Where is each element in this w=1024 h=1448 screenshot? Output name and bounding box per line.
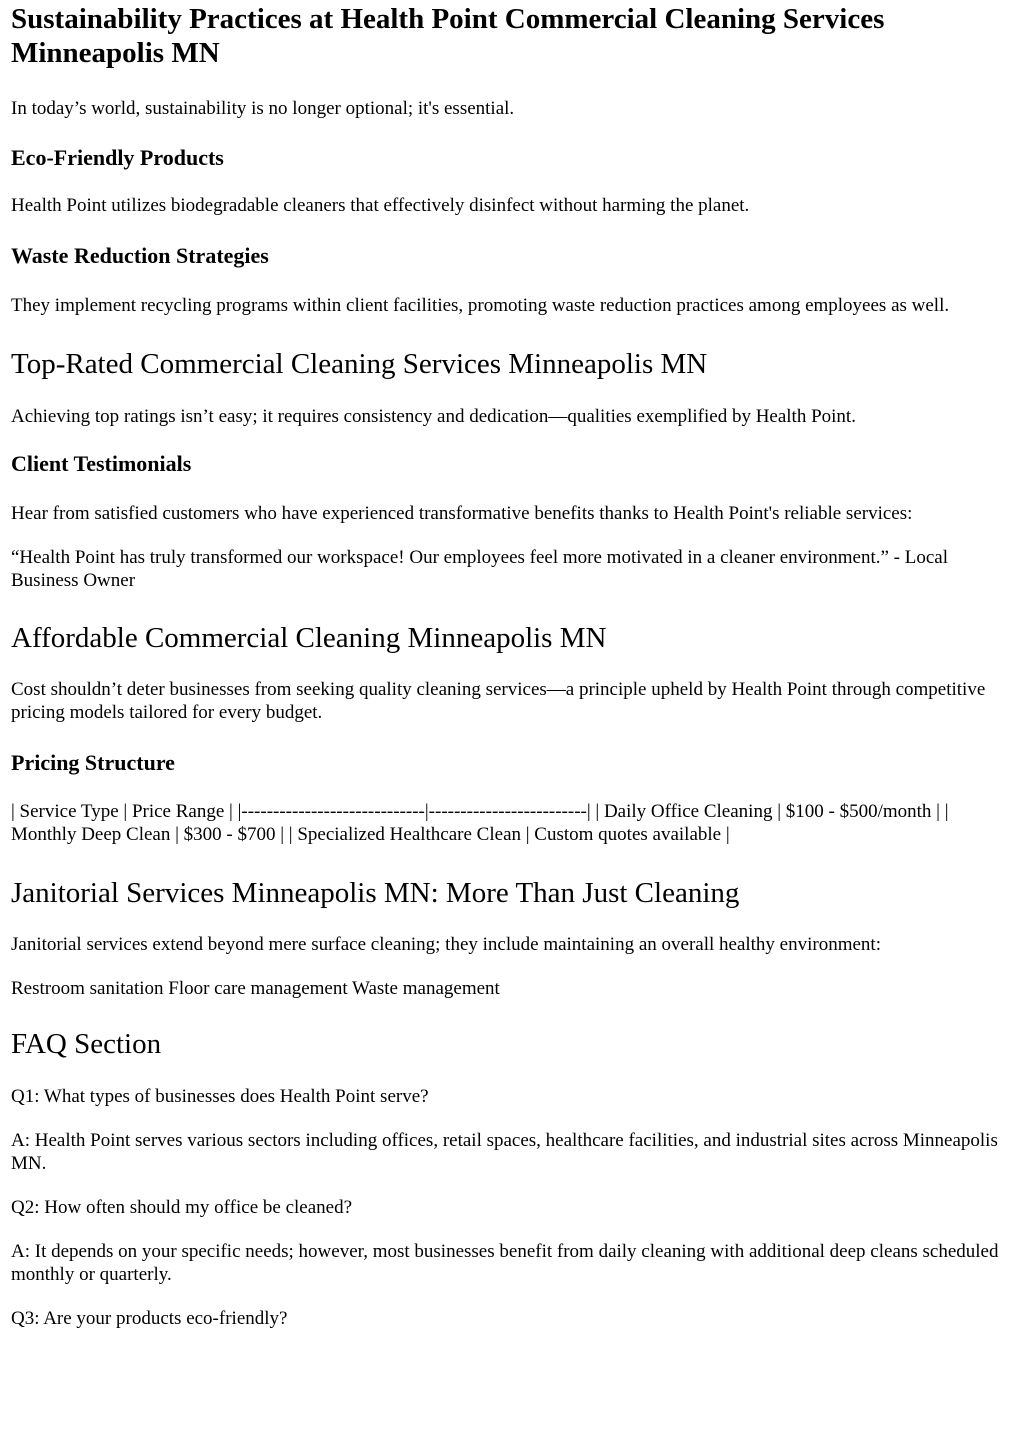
- document-page: [0, 2, 1024, 1330]
- testimonial-quote: “Health Point has truly transformed our workspace! Our employees feel more motivated in a cleaner environment.” - Local Business Owner: [11, 547, 948, 591]
- eco-products-text: Health Point utilizes biodegradable cleaners that effectively disinfect without harming the planet.: [11, 195, 750, 216]
- faq-title: FAQ Section: [11, 1028, 162, 1060]
- top-rated-intro: Achieving top ratings isn’t easy; it requires consistency and dedication—qualities exemplified by Health Point.: [11, 406, 856, 427]
- eco-products-heading: Eco-Friendly Products: [11, 145, 224, 170]
- faq-question-2: Q2: How often should my office be cleaned?: [11, 1197, 353, 1218]
- faq-question-1: Q1: What types of businesses does Health Point serve?: [11, 1086, 429, 1107]
- faq-answer-2: A: It depends on your specific needs; however, most businesses benefit from daily cleaning with additional deep cleans scheduled monthly or quarterly.: [11, 1241, 999, 1285]
- faq-answer-1: A: Health Point serves various sectors including offices, retail spaces, healthcare facilities, and industrial sites across Minneapolis MN.: [11, 1130, 998, 1174]
- waste-reduction-heading: Waste Reduction Strategies: [11, 243, 269, 268]
- pricing-heading: Pricing Structure: [11, 750, 175, 775]
- waste-reduction-text: They implement recycling programs within client facilities, promoting waste reduction practices among employees as well.: [11, 295, 950, 316]
- top-rated-title: Top-Rated Commercial Cleaning Services Minneapolis MN: [11, 348, 708, 380]
- sustainability-intro: In today’s world, sustainability is no longer optional; it's essential.: [11, 98, 515, 119]
- janitorial-intro: Janitorial services extend beyond mere surface cleaning; they include maintaining an overall healthy environment:: [11, 934, 881, 955]
- janitorial-title: Janitorial Services Minneapolis MN: More Than Just Cleaning: [11, 877, 740, 909]
- testimonials-heading: Client Testimonials: [11, 451, 192, 476]
- janitorial-services-list: Restroom sanitation Floor care management Waste management: [11, 978, 500, 999]
- sustainability-title: Sustainability Practices at Health Point Commercial Cleaning Services Minneapolis MN: [11, 3, 885, 69]
- faq-question-3: Q3: Are your products eco-friendly?: [11, 1308, 288, 1329]
- affordable-intro: Cost shouldn’t deter businesses from seeking quality cleaning services—a principle upheld by Health Point through competitive pricing models tailored for every budget.: [11, 679, 986, 723]
- testimonials-intro: Hear from satisfied customers who have experienced transformative benefits thanks to Health Point's reliable services:: [11, 503, 913, 524]
- pricing-table-text: | Service Type | Price Range | |-----------------------------|-------------------------| | Daily Office Cleaning | $100 - $500/month | | Monthly Deep Clean | $300 - $700 | | Specialized Healthcare Clean | Custom quotes available |: [11, 801, 949, 845]
- affordable-title: Affordable Commercial Cleaning Minneapolis MN: [11, 622, 607, 654]
